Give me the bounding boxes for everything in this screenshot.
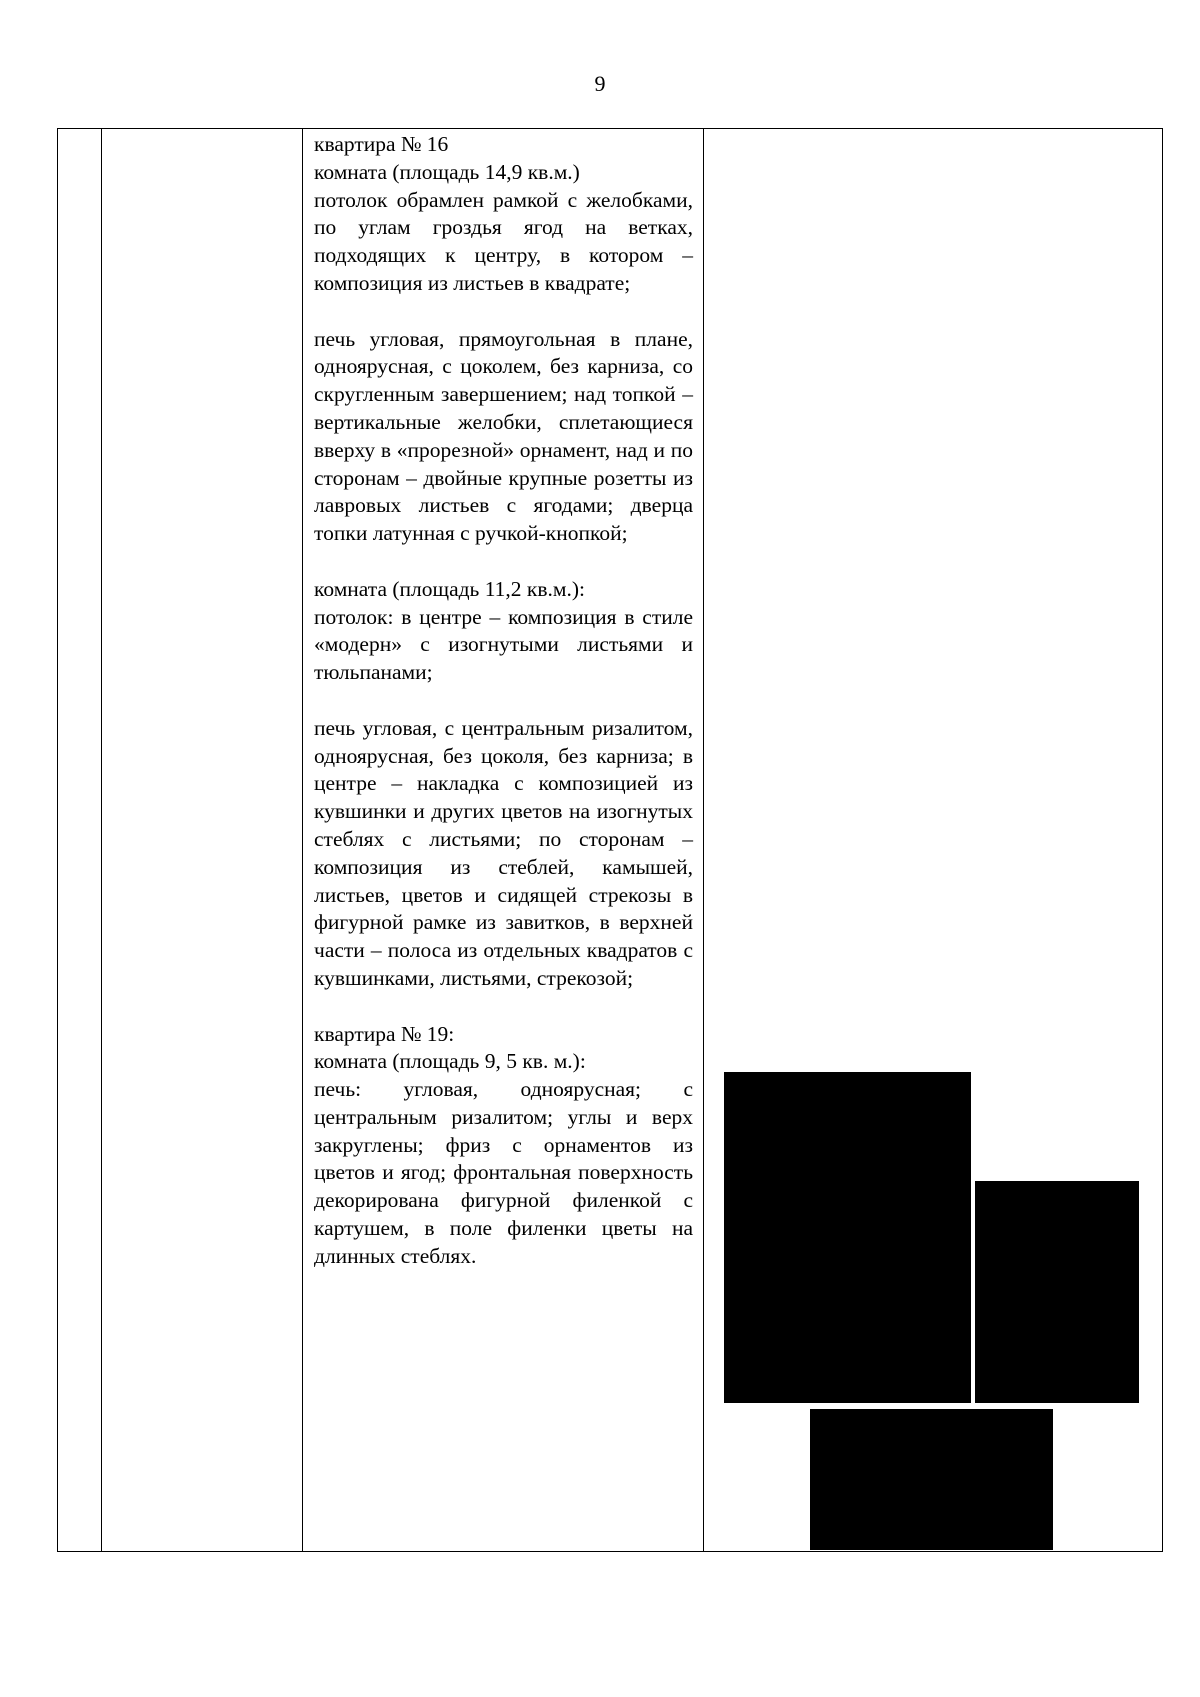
redacted-photo-2 (975, 1181, 1139, 1403)
photo-cell (704, 129, 1163, 1552)
page-number: 9 (594, 71, 606, 96)
monument-table (57, 128, 1163, 1552)
number-cell (58, 129, 102, 1552)
room-14-9-title: комната (площадь 14,9 кв.м.) (314, 159, 580, 184)
description-cell (303, 129, 704, 1552)
room-14-9-ceiling: потолок обрамлен рамкой с желобками, по углам гроздья ягод на ветках, подходящих к центру, в котором – композиция из листьев в квадрате; (314, 187, 693, 295)
apartment-16-title: квартира № 16 (314, 132, 449, 156)
room-9-5-title: комната (площадь 9, 5 кв. м.): (314, 1049, 586, 1074)
room-11-2-ceiling: потолок: в центре – композиция в стиле «модерн» с изогнутыми листьями и тюльпанами; (314, 604, 693, 685)
room-9-5-stove: печь: угловая, одноярусная; с центральным ризалитом; углы и верх закруглены; фриз с орнаментов из цветов и ягод; фронтальная поверхность декорирована фигурной филенкой с картушем, в поле филенки цветы на длинных стеблях. (314, 1077, 693, 1268)
room-11-2-title: комната (площадь 11,2 кв.м.): (314, 576, 586, 601)
apartment-19-title: квартира № 19: (314, 1021, 455, 1046)
room-14-9-stove: печь угловая, прямоугольная в плане, одноярусная, с цоколем, без карниза, со скругленным завершением; над топкой – вертикальные желобки, сплетающиеся вверху в «прорезной» орнамент, над и по сторонам – двойные крупные розетты из лавровых листьев с ягодами; дверца топки латунная с ручкой-кнопкой; (314, 326, 693, 546)
redacted-photo-3 (810, 1409, 1053, 1550)
object-name-cell (102, 129, 303, 1552)
redacted-photo-1 (724, 1072, 971, 1403)
room-11-2-stove: печь угловая, с центральным ризалитом, одноярусная, без цоколя, без карниза; в центре – накладка с композицией из кувшинки и других цветов на изогнутых стеблях с листьями; по сторонам – композиция из стеблей, камышей, листьев, цветов и сидящей стрекозы в фигурной рамке из завитков, в верхней части – полоса из отдельных квадратов с кувшинками, листьями, стрекозой; (314, 715, 693, 990)
table-row (58, 129, 1163, 1552)
description-text (303, 129, 703, 1271)
